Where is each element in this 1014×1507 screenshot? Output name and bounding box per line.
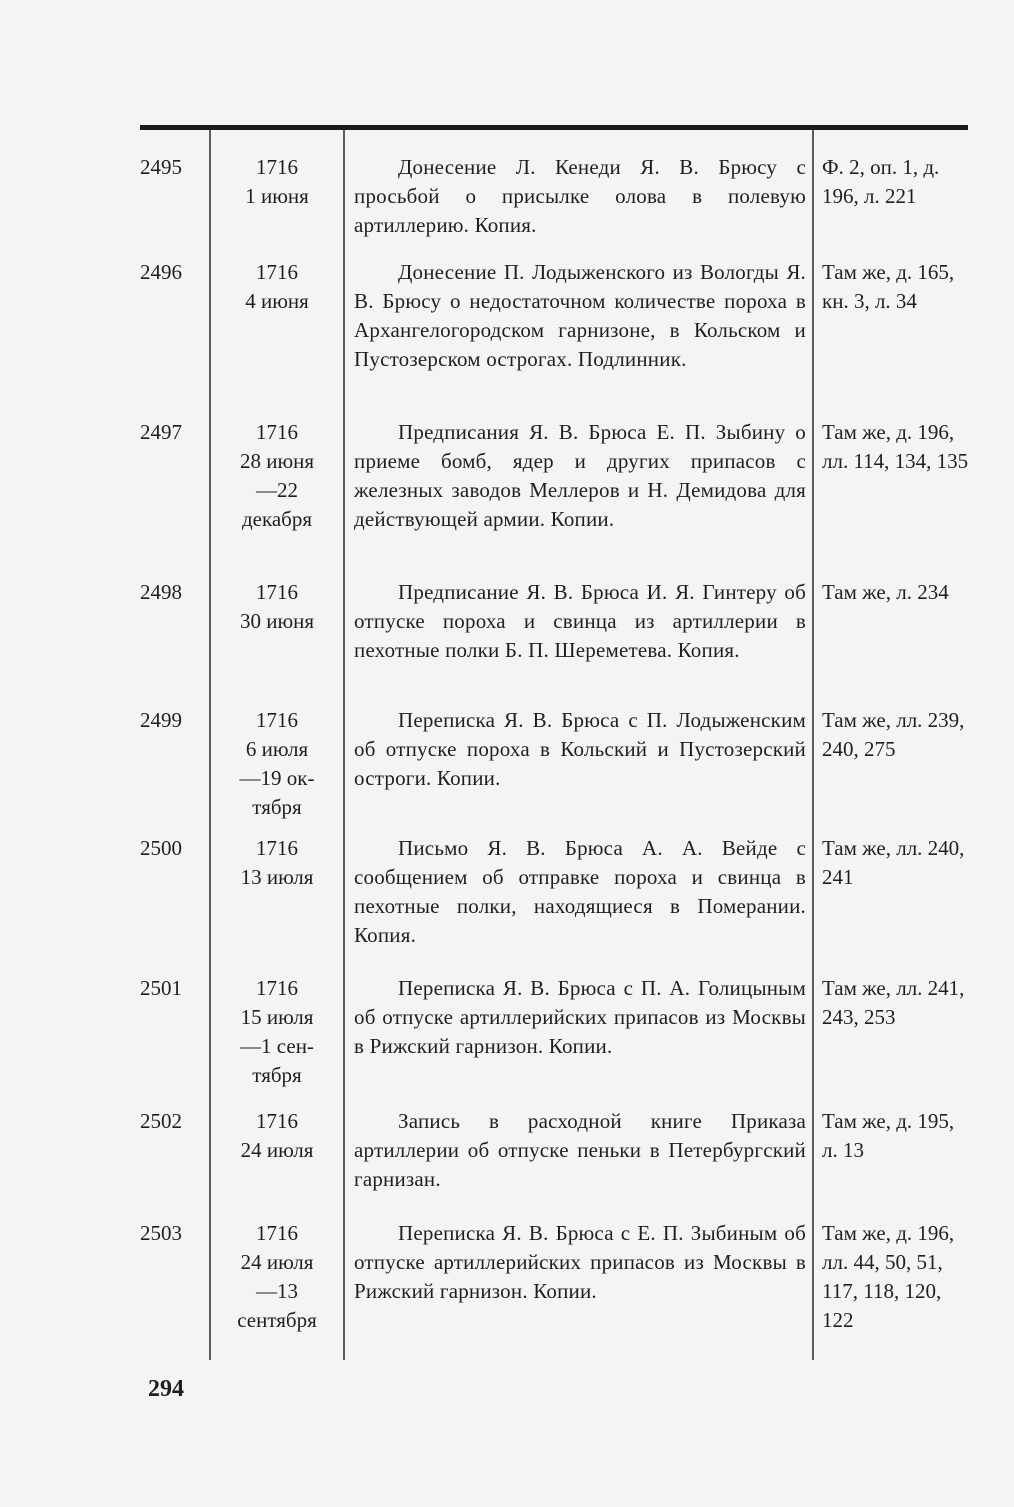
entry-date: [212, 706, 342, 822]
entry-number: 2498: [140, 580, 182, 604]
entry-date-line: 6 июля: [245, 737, 309, 761]
entry-date-line: 13 июля: [240, 865, 314, 889]
entry-description: Письмо Я. В. Брюса А. А. Вейде с сообщением об отправке пороха и свинца в пехотные полки, находящиеся в Померании. Копия.: [354, 836, 806, 947]
header-rule: [140, 125, 968, 130]
entry-archive-reference: Там же, д. 195, л. 13: [822, 1109, 955, 1162]
entry-date: [212, 418, 342, 534]
entry-description: Донесение Л. Кенеди Я. В. Брюсу с просьбой о присылке олова в полевую артиллерию. Копия.: [354, 155, 806, 237]
entry-year: 1716: [256, 580, 298, 604]
entry-date: [212, 974, 342, 1090]
entry-number: 2499: [140, 708, 182, 732]
entry-date-line: 4 июня: [245, 289, 309, 313]
entry-date-line: тября: [252, 1063, 302, 1087]
entry-date-line: —13: [256, 1279, 298, 1303]
entry-date-line: 24 июля: [240, 1250, 314, 1274]
entry-number: 2501: [140, 976, 182, 1000]
entry-date: [212, 258, 342, 316]
entry-archive-reference: Ф. 2, оп. 1, д. 196, л. 221: [822, 155, 940, 208]
entry-date: [212, 1107, 342, 1165]
entry-date: [212, 153, 342, 211]
entry-description: Предписания Я. В. Брюса Е. П. Зыбину о приеме бомб, ядер и других припасов с железных заводов Меллеров и Н. Демидова для действующей армии. Копии.: [354, 420, 806, 531]
entry-year: 1716: [256, 1109, 298, 1133]
entry-archive-reference: Там же, д. 165, кн. 3, л. 34: [822, 260, 955, 313]
entry-description: Запись в расходной книге Приказа артиллерии об отпуске пеньки в Петербургский гарнизан.: [354, 1109, 806, 1191]
entry-date-line: 24 июля: [240, 1138, 314, 1162]
entry-date-line: декабря: [241, 507, 313, 531]
entry-number: 2497: [140, 420, 182, 444]
entry-year: 1716: [256, 976, 298, 1000]
entry-year: 1716: [256, 155, 298, 179]
entry-archive-reference: Там же, д. 196, лл. 44, 50, 51, 117, 118, 120, 122: [822, 1221, 955, 1332]
entry-archive-reference: Там же, лл. 241, 243, 253: [822, 976, 965, 1029]
entry-description: Переписка Я. В. Брюса с П. А. Голицыным об отпуске артиллерийских припасов из Москвы в Рижский гарнизон. Копии.: [354, 976, 806, 1058]
entry-date-line: —1 сен-: [240, 1034, 314, 1058]
entry-year: 1716: [256, 836, 298, 860]
entry-number: 2502: [140, 1109, 182, 1133]
entry-date-line: 15 июля: [240, 1005, 314, 1029]
entry-description: Донесение П. Лодыженского из Вологды Я. В. Брюсу о недостаточном количестве пороха в Архангелогородском гарнизоне, в Кольском и Пустозерском острогах. Подлинник.: [354, 260, 806, 371]
entry-year: 1716: [256, 260, 298, 284]
column-divider-1: [209, 130, 211, 1360]
entry-date-line: 30 июня: [239, 609, 315, 633]
entry-date-line: тября: [252, 795, 302, 819]
entry-date-line: сентября: [237, 1308, 317, 1332]
entry-number: 2496: [140, 260, 182, 284]
entry-archive-reference: Там же, л. 234: [822, 580, 949, 604]
entry-description: Переписка Я. В. Брюса с П. Лодыженским об отпуске пороха в Кольский и Пустозерский остроги. Копии.: [354, 708, 806, 790]
entry-archive-reference: Там же, д. 196, лл. 114, 134, 135: [822, 420, 969, 473]
entry-archive-reference: Там же, лл. 239, 240, 275: [822, 708, 965, 761]
entry-date-line: —19 ок-: [239, 766, 315, 790]
column-divider-3: [812, 130, 814, 1360]
entry-description: Предписание Я. В. Брюса И. Я. Гинтеру об отпуске пороха и свинца из артиллерии в пехотные полки Б. П. Шереметева. Копия.: [354, 580, 806, 662]
entry-date: [212, 1219, 342, 1335]
entry-archive-reference: Там же, лл. 240, 241: [822, 836, 965, 889]
page-number: 294: [148, 1376, 184, 1402]
entry-date-line: 28 июня: [239, 449, 315, 473]
entry-date: [212, 578, 342, 636]
entry-number: 2503: [140, 1221, 182, 1245]
entry-date: [212, 834, 342, 892]
entry-year: 1716: [256, 708, 298, 732]
entry-description: Переписка Я. В. Брюса с Е. П. Зыбиным об отпуске артиллерийских припасов из Москвы в Рижский гарнизон. Копии.: [354, 1221, 806, 1303]
entry-date-line: 1 июня: [245, 184, 309, 208]
entry-year: 1716: [256, 1221, 298, 1245]
column-divider-2: [343, 130, 345, 1360]
entry-year: 1716: [256, 420, 298, 444]
entry-number: 2495: [140, 155, 182, 179]
entry-number: 2500: [140, 836, 182, 860]
entry-date-line: —22: [256, 478, 298, 502]
